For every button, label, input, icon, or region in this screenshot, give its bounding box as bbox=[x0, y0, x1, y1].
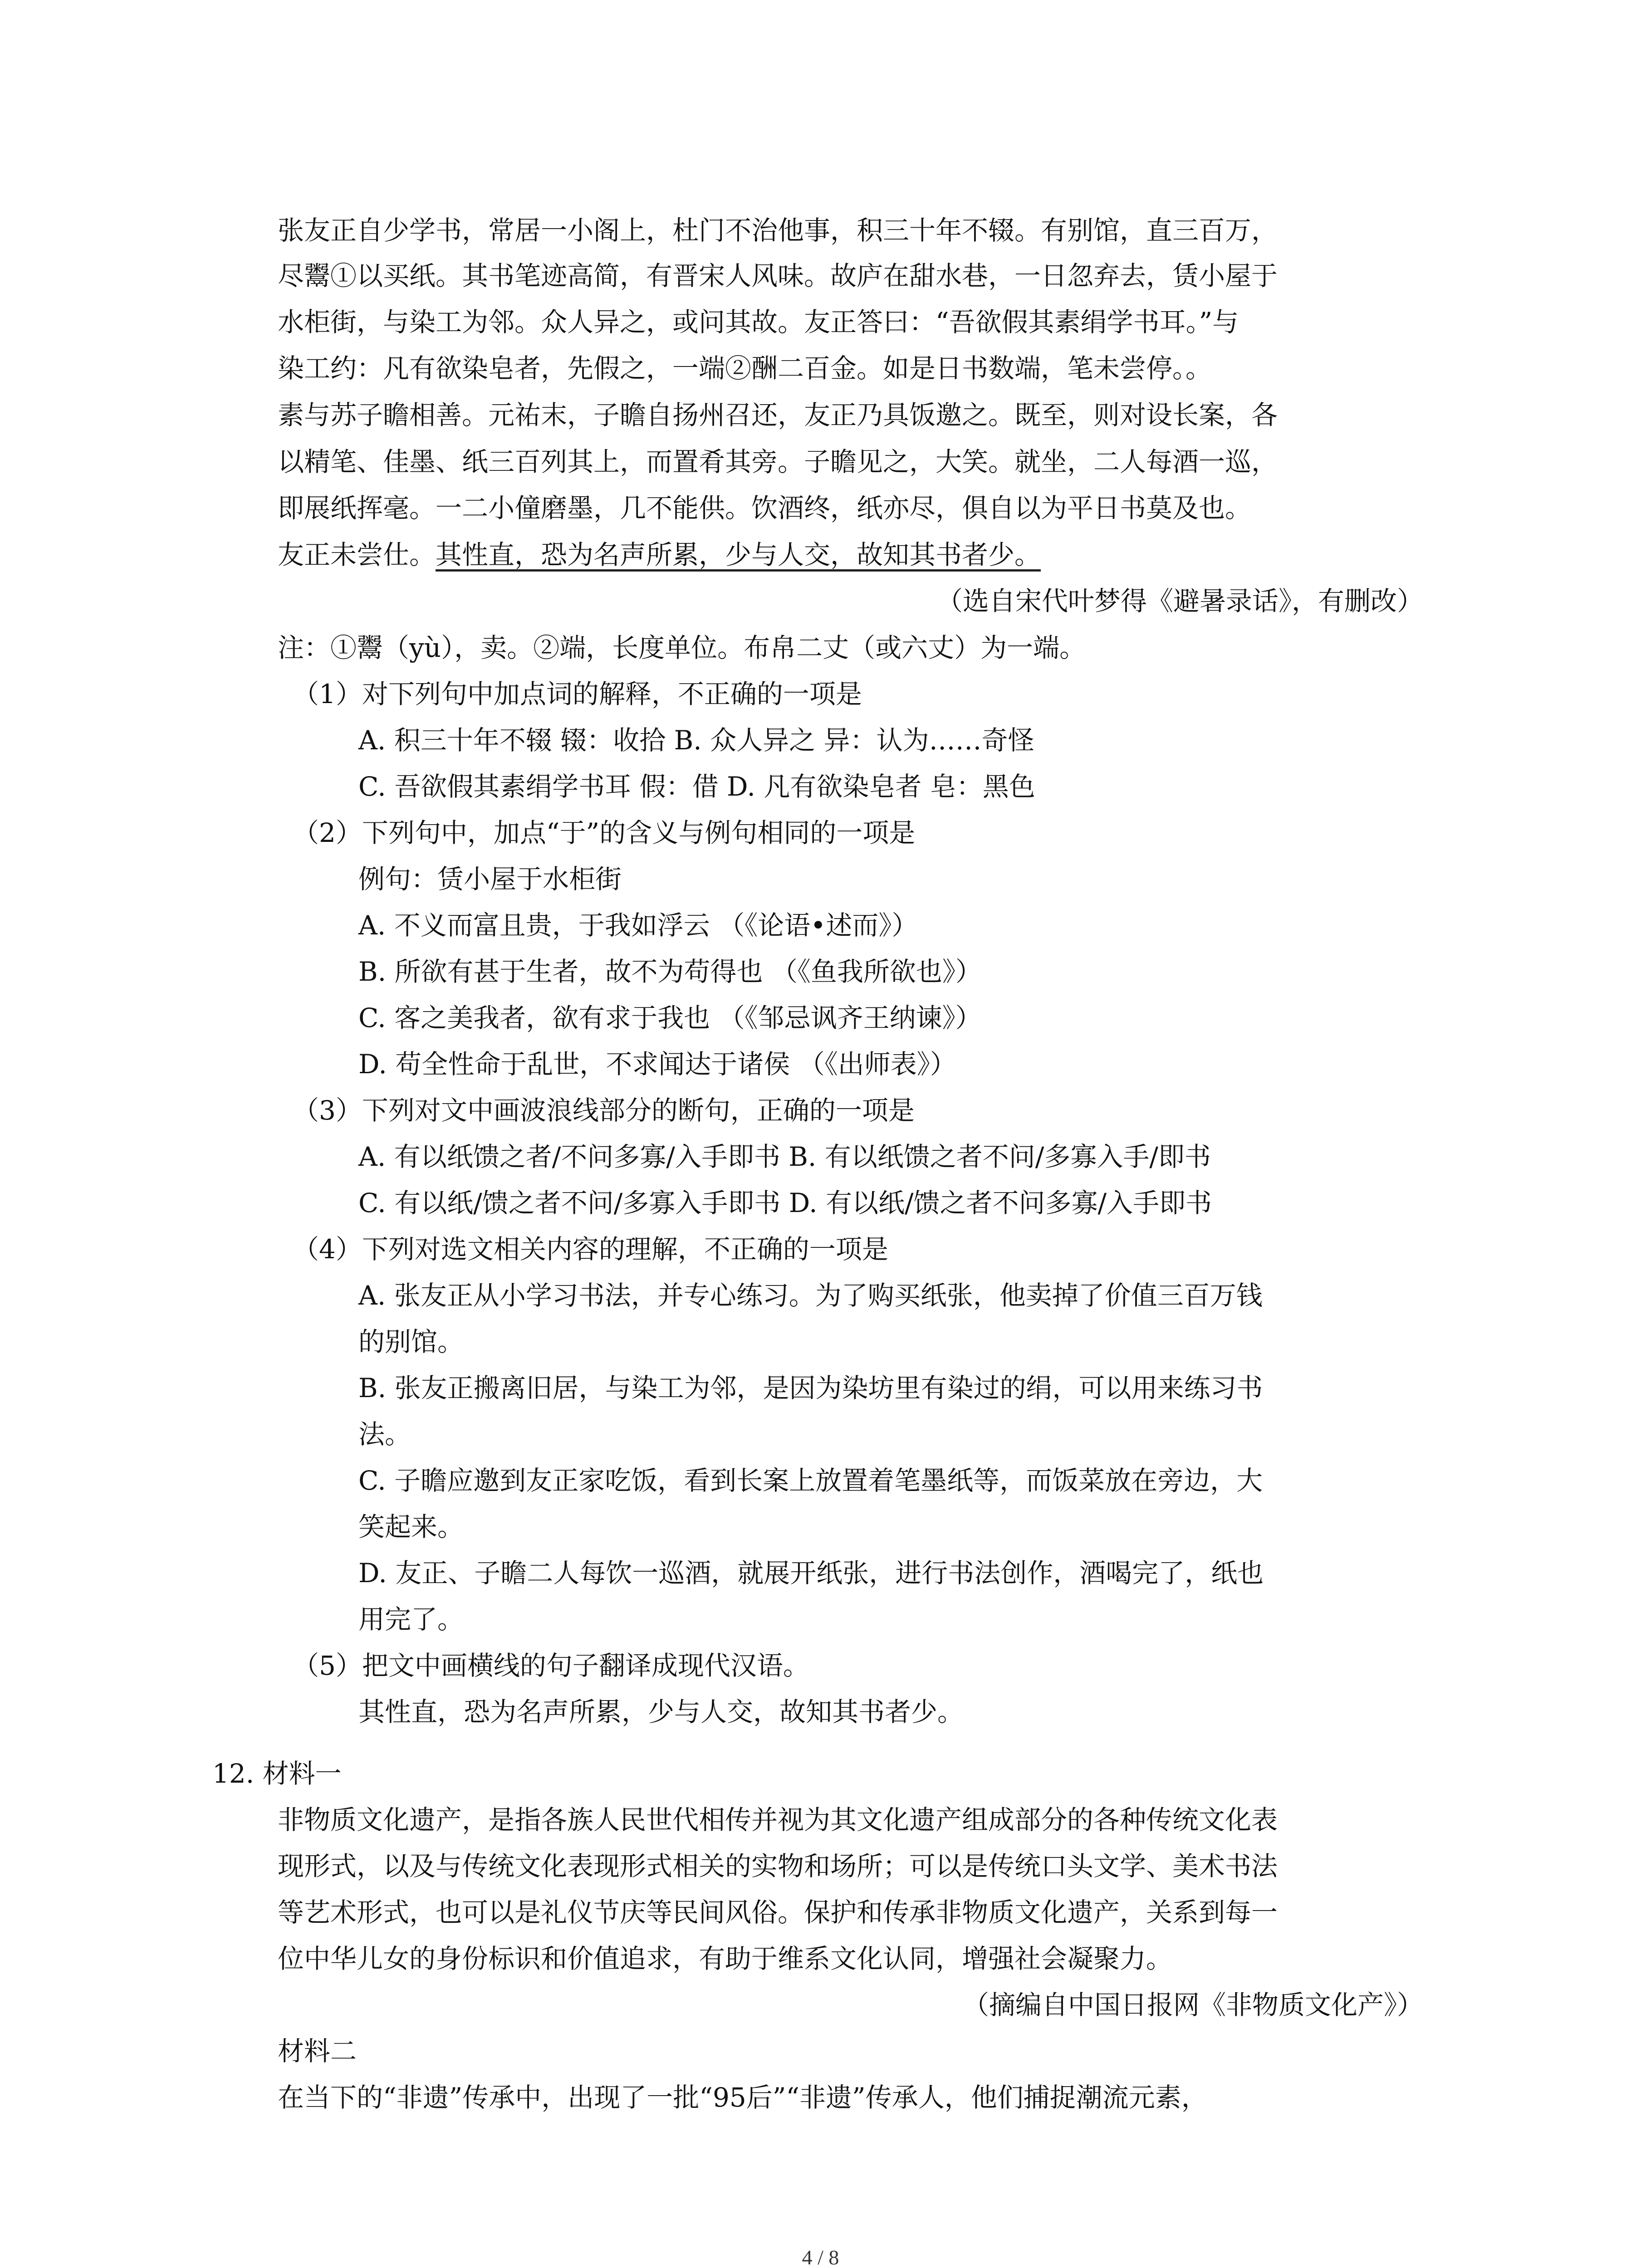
q1-options-row1: A. 积三十年不辍 辍：收拾 B. 众人异之 异：认为……奇怪 bbox=[358, 725, 1034, 756]
q12-heading: 12. 材料一 bbox=[212, 1758, 342, 1789]
q3-stem: （3）下列对文中画波浪线部分的断句，正确的一项是 bbox=[293, 1095, 915, 1126]
q2-example: 例句：赁小屋于水柜街 bbox=[358, 864, 622, 894]
passage-line: 水柜街，与染工为邻。众人异之，或问其故。友正答曰：“吾欲假其素绢学书耳。”与 bbox=[278, 307, 1239, 337]
q4-option-a: A. 张友正从小学习书法，并专心练习。为了购买纸张，他卖掉了价值三百万钱 bbox=[358, 1280, 1263, 1311]
q4-option-b-cont: 法。 bbox=[358, 1419, 411, 1450]
material1-line: 非物质文化遗产，是指各族人民世代相传并视为其文化遗产组成部分的各种传统文化表 bbox=[278, 1804, 1278, 1835]
material1-line: 位中华儿女的身份标识和价值追求，有助于维系文化认同，增强社会凝聚力。 bbox=[278, 1943, 1173, 1974]
passage-line: 素与苏子瞻相善。元祐末，子瞻自扬州召还，友正乃具饭邀之。既至，则对设长案，各 bbox=[278, 400, 1278, 430]
q4-option-c: C. 子瞻应邀到友正家吃饭，看到长案上放置着笔墨纸等，而饭菜放在旁边，大 bbox=[358, 1465, 1263, 1496]
q2-option-a: A. 不义而富且贵，于我如浮云 （《论语•述而》） bbox=[358, 910, 918, 941]
passage-line: 尽鬻①以买纸。其书笔迹高简，有晋宋人风味。故庐在甜水巷，一日忽弃去，赁小屋于 bbox=[278, 260, 1278, 291]
passage-line-prefix: 友正未尝仕。 bbox=[278, 539, 436, 570]
q4-option-a-cont: 的别馆。 bbox=[358, 1326, 464, 1357]
passage-line: 以精笔、佳墨、纸三百列其上，而置肴其旁。子瞻见之，大笑。就坐，二人每酒一巡， bbox=[278, 446, 1278, 477]
q2-option-d: D. 苟全性命于乱世，不求闻达于诸侯 （《出师表》） bbox=[358, 1049, 956, 1080]
q2-option-c: C. 客之美我者，欲有求于我也 （《邹忌讽齐王纳谏》） bbox=[358, 1002, 982, 1033]
q5-sentence: 其性直，恐为名声所累，少与人交，故知其书者少。 bbox=[358, 1696, 964, 1727]
passage-line: 张友正自少学书，常居一小阁上，杜门不治他事，积三十年不辍。有别馆，直三百万， bbox=[278, 215, 1278, 246]
q4-option-b: B. 张友正搬离旧居，与染工为邻，是因为染坊里有染过的绢，可以用来练习书 bbox=[358, 1373, 1263, 1403]
q3-options-row2: C. 有以纸/馈之者不问/多寡入手即书 D. 有以纸/馈之者不问多寡/入手即书 bbox=[358, 1188, 1212, 1218]
q4-option-d-cont: 用完了。 bbox=[358, 1604, 464, 1635]
q4-option-c-cont: 笑起来。 bbox=[358, 1511, 464, 1542]
material1-line: 现形式，以及与传统文化表现形式相关的实物和场所；可以是传统口头文学、美术书法 bbox=[278, 1851, 1278, 1882]
material1-line: 等艺术形式，也可以是礼仪节庆等民间风俗。保护和传承非物质文化遗产，关系到每一 bbox=[278, 1897, 1278, 1928]
page-number: 4 / 8 bbox=[802, 2246, 839, 2268]
material2-line: 在当下的“非遗”传承中，出现了一批“95后”“非遗”传承人，他们捕捉潮流元素， bbox=[278, 2082, 1208, 2113]
material2-title: 材料二 bbox=[278, 2036, 357, 2067]
q4-option-d: D. 友正、子瞻二人每饮一巡酒，就展开纸张，进行书法创作，酒喝完了，纸也 bbox=[358, 1558, 1264, 1589]
passage-line: 染工约：凡有欲染皂者，先假之，一端②酬二百金。如是日书数端，笔未尝停。。 bbox=[278, 353, 1212, 384]
q1-stem: （1）对下列句中加点词的解释，不正确的一项是 bbox=[293, 679, 862, 709]
passage-line: 即展纸挥毫。一二小僮磨墨，几不能供。饮酒终，纸亦尽，俱自以为平日书莫及也。 bbox=[278, 493, 1252, 523]
q5-stem: （5）把文中画横线的句子翻译成现代汉语。 bbox=[293, 1650, 809, 1681]
q1-options-row2: C. 吾欲假其素绢学书耳 假：借 D. 凡有欲染皂者 皂：黑色 bbox=[358, 771, 1035, 802]
passage-source: （选自宋代叶梦得《避暑录话》，有删改） bbox=[936, 586, 1423, 616]
q2-stem: （2）下列句中，加点“于”的含义与例句相同的一项是 bbox=[293, 817, 916, 848]
underlined-sentence: 其性直，恐为名声所累，少与人交，故知其书者少。 bbox=[436, 539, 1041, 570]
q2-option-b: B. 所欲有甚于生者，故不为苟得也 （《鱼我所欲也》） bbox=[358, 956, 982, 987]
q3-options-row1: A. 有以纸馈之者/不问多寡/入手即书 B. 有以纸馈之者不问/多寡入手/即书 bbox=[358, 1141, 1211, 1172]
material1-source: （摘编自中国日报网《非物质文化产》） bbox=[962, 1989, 1423, 2020]
q4-stem: （4）下列对选文相关内容的理解，不正确的一项是 bbox=[293, 1234, 888, 1265]
passage-last-line bbox=[278, 537, 1041, 573]
passage-note: 注：①鬻（yù），卖。②端，长度单位。布帛二丈（或六丈）为一端。 bbox=[278, 632, 1086, 663]
